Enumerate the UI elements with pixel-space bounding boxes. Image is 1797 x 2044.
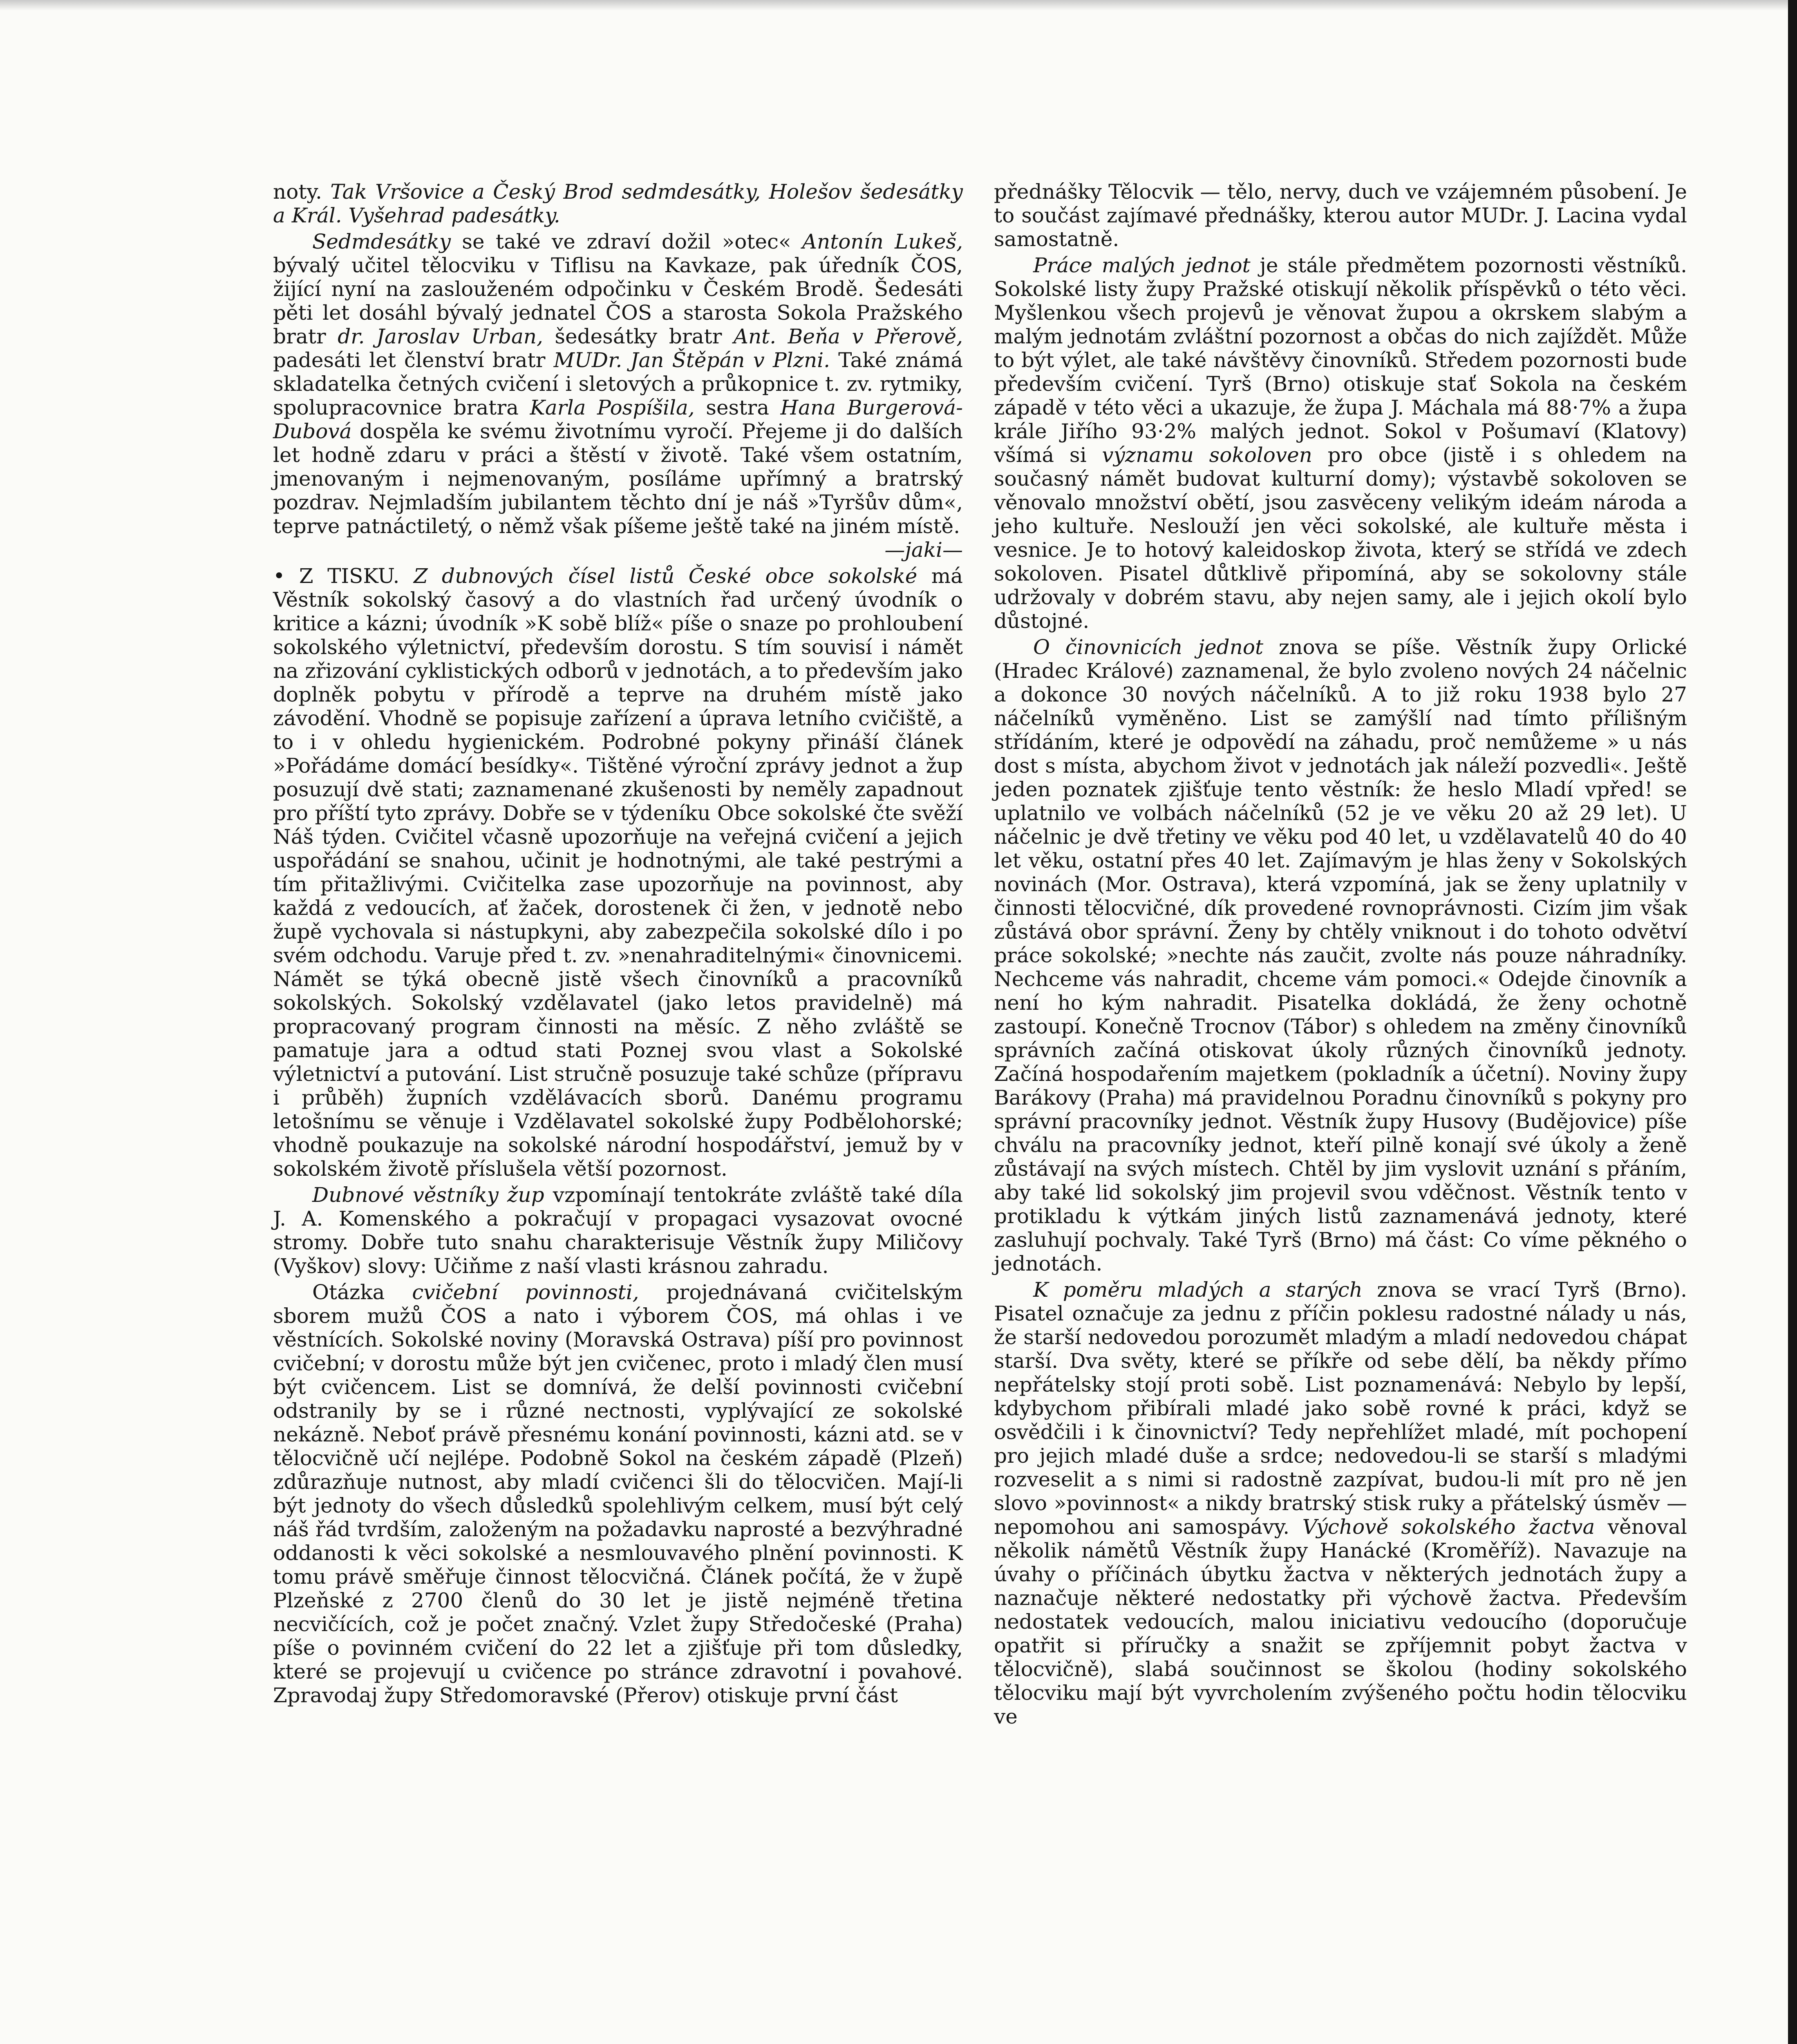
italic-run: významu sokoloven xyxy=(1102,443,1312,467)
paragraph xyxy=(273,1280,963,1707)
left-column xyxy=(273,180,963,1707)
italic-run: Tak Vršovice a Český Brod sedmdesátky, Holešov šedesátky a Král. Vyšehrad padesátky. xyxy=(273,180,963,227)
text-run: má Věstník sokolský časový a do vlastních řad určený úvodník o kritice a kázni; úvodník »K sobě blíž« píše o snaze po prohloubení sokolského výletnictví, především dorostu. S tím souvisí i námět na zřizování cyklistických odborů v jednotách, a to především jako doplněk pobytu v přírodě a teprve na druhém místě jako závodění. Vhodně se popisuje zařízení a úprava letního cvičiště, a to i v ohledu hygienickém. Podrobné pokyny přináší článek »Pořádáme domácí besídky«. Tištěné výroční zprávy jednot a žup posuzují dvě stati; zaznamenané zkušenosti by neměly zapadnout pro příští tyto zprávy. Dobře se v týdeníku Obce sokolské čte svěží Náš týden. Cvičitel včasně upozorňuje na veřejná cvičení a jejich uspořádání se snahou, učinit je hodnotnými, ale také pestrými a tím přitažlivými. Cvičitelka zase upozorňuje na povinnost, aby každá z vedoucích, ať žaček, dorostenek či žen, v jednotě nebo župě vychovala si nástupkyni, aby zabezpečila sokolské dílo i po svém odchodu. Varuje před t. zv. »nenahraditelnými« činovnicemi. Námět se týká obecně jistě všech činovníků a pracovníků sokolských. Sokolský vzdělavatel (jako letos pravidelně) má propracovaný program činnosti na měsíc. Z něho zvláště se pamatuje jara a odtud stati Poznej svou vlast a Sokolské výletnictví a putování. List stručně posuzuje také schůze (přípravu i průběh) župních vzdělávacích sborů. Danému programu letošnímu se věnuje i Vzdělavatel sokolské župy Podbělohorské; vhodně poukazuje na sokolské národní hospodářství, jemuž by v sokolském životě příslušela větší pozornost. xyxy=(273,564,963,1181)
italic-run: Práce malých jednot xyxy=(1033,253,1251,277)
paragraph xyxy=(994,635,1687,1275)
text-run: se také ve zdraví dožil »otec« xyxy=(450,230,802,253)
text-run: Také známá skladatelka četných cvičení i sletových a průkopnice t. zv. rytmiky, spolupracovnice bratra xyxy=(273,348,963,419)
italic-run: Z dubnových čísel listů České obce sokolské xyxy=(413,564,918,588)
scan-edge-top xyxy=(0,0,1797,11)
paragraph xyxy=(994,1278,1687,1728)
italic-run: Hana Burgerová-Dubová xyxy=(273,396,963,443)
paragraph xyxy=(273,230,963,538)
italic-run: Antonín Lukeš, xyxy=(802,230,963,253)
italic-run: Ant. Beňa v Přerově, xyxy=(733,325,963,348)
text-run: • Z TISKU. xyxy=(273,564,414,588)
italic-run: Sedmdesátky xyxy=(312,230,451,253)
text-run: projednávaná cvičitelským sborem mužů ČOS a nato i výborem ČOS, má ohlas i ve věstnících. Sokolské noviny (Moravská Ostrava) píší pro povinnost cvičební; v dorostu může být jen cvičenec, proto i mladý člen musí být cvičencem. List se domnívá, že delší povinnosti cvičební odstranily by se i různé nectnosti, vyplývající ze sokolské nekázně. Neboť právě přesnému konání povinnosti, kázni atd. se v tělocvičně učí nejlépe. Podobně Sokol na českém západě (Plzeň) zdůrazňuje nutnost, aby mladí cvičenci šli do tělocvičen. Mají-li být jednoty do všech důsledků spolehlivým celkem, musí být celý náš řád tvrdším, založeným na požadavku naprosté a bezvýhradné oddanosti k věci sokolské a nesmlouvavého plnění povinnosti. K tomu právě směřuje činnost tělocvičná. Článek počítá, že v župě Plzeňské z 2700 členů do 30 let je jistě nejméně třetina necvičících, což je počet značný. Vzlet župy Středočeské (Praha) píše o povinném cvičení do 22 let a zjišťuje při tom důsledky, které se projevují u cvičence po stránce zdravotní i povahové. Zpravodaj župy Středomoravské (Přerov) otiskuje první část xyxy=(273,1280,963,1707)
scan-edge-right xyxy=(1788,0,1797,2044)
paragraph xyxy=(273,1183,963,1278)
text-run: věnoval několik námětů Věstník župy Hanácké (Kroměříž). Navazuje na úvahy o příčinách úbytku žactva v některých jednotách župy a naznačuje některé nedostatky při výchově žactva. Především nedostatek vedoucích, malou iniciativu vedoucího (doporučuje opatřit si příručky a snažit se zpříjemnit pobyt žactva v tělocvičně), slabá součinnost se školou (hodiny sokolského tělocviku mají být vyvrcholením zvýšeného počtu hodin tělocviku ve xyxy=(994,1515,1687,1728)
italic-run: Výchově sokolského žactva xyxy=(1302,1515,1595,1539)
text-run: šedesátky bratr xyxy=(543,325,734,348)
text-run: Otázka xyxy=(312,1280,412,1304)
text-run: padesáti let členství bratr xyxy=(273,348,554,372)
italic-run: K poměru mladých a starých xyxy=(1033,1278,1363,1302)
text-run: bývalý učitel tělocviku v Tiflisu na Kavkaze, pak úředník ČOS, žijící nyní na zaslouženém odpočinku v Českém Brodě. Šedesáti pěti let dosáhl bývalý jednatel ČOS a starosta Sokola Pražského bratr xyxy=(273,253,963,348)
italic-run: MUDr. Jan Štěpán v Plzni. xyxy=(553,348,830,372)
paragraph xyxy=(273,564,963,1181)
italic-run: cvičební povinnosti, xyxy=(412,1280,639,1304)
text-run: znova se vrací Tyrš (Brno). Pisatel označuje za jednu z příčin poklesu radostné nálady u nás, že starší nedovedou porozumět mladým a mladí nedovedou chápat starší. Dva světy, které se příkře od sebe dělí, ba někdy přímo nepřátelsky stojí proti sobě. List poznamenává: Nebylo by lepší, kdybychom přibírali mladé jako sobě rovné k práci, když se osvědčili i k činovnictví? Tedy nepřehlížet mladé, mít pochopení pro jejich mladé duše a srdce; nedovedou-li se starší s mladými rozveselit a s nimi si radostně zazpívat, budou-li mít pro ně jen slovo »povinnost« a nikdy bratrský stisk ruky a přátelský úsměv — nepomohou ani samospávy. xyxy=(994,1278,1687,1539)
text-run: vzpomínají tentokráte zvláště také díla J. A. Komenského a pokračují v propagaci vysazovat ovocné stromy. Dobře tuto snahu charakterisuje Věstník župy Miličovy (Vyškov) slovy: Učiňme z naší vlasti krásnou zahradu. xyxy=(273,1183,963,1278)
paragraph xyxy=(273,180,963,227)
text-run: dospěla ke svému životnímu vyročí. Přejeme ji do dalších let hodně zdaru v práci a štěstí v životě. Také všem ostatním, jmenovaným i nejmenovaným, posíláme upřímný a bratrský pozdrav. Nejmladším jubilantem těchto dní je náš »Tyršův dům«, teprve patnáctiletý, o němž však píšeme ještě také na jiném místě. xyxy=(273,419,963,538)
paragraph xyxy=(994,253,1687,633)
paragraph xyxy=(994,180,1687,251)
italic-run: Karla Pospíšila, xyxy=(530,396,695,419)
italic-run: O činovnicích jednot xyxy=(1033,635,1264,659)
text-run: znova se píše. Věstník župy Orlické (Hradec Králové) zaznamenal, že bylo zvoleno nových 24 náčelnic a dokonce 30 nových náčelníků. A to již roku 1938 bylo 27 náčelníků vyměněno. List se zamýšlí nad tímto přílišným střídáním, které je odpovědí na záhadu, proč nemůžeme » u nás dost s místa, abychom život v jednotách jak náleží pozvedli«. Ještě jeden poznatek zjišťuje tento věstník: že heslo Mladí vpřed! se uplatnilo ve volbách náčelníků (52 je ve věku 20 až 29 let). U náčelnic je dvě třetiny ve věku pod 40 let, u vzdělavatelů 40 do 40 let věku, ostatní přes 40 let. Zajímavým je hlas ženy v Sokolských novinách (Mor. Ostrava), která vzpomíná, jak se ženy uplatnily v činnosti tělocvičné, dík provedené rovnoprávnosti. Cizím jim však zůstává obor správní. Ženy by chtěly vniknout i do tohoto odvětví práce sokolské; »nechte nás zaučit, zvolte nás pouze náhradníky. Nechceme vás nahradit, chceme vám pomoci.« Odejde činovník a není ho kým nahradit. Pisatelka dokládá, že ženy ochotně zastoupí. Konečně Trocnov (Tábor) s ohledem na změny činovníků správních začíná otiskovat úkoly různých činovníků jednoty. Začíná hospodařením majetkem (pokladník a účetní). Noviny župy Barákovy (Praha) má pravidelnou Poradnu činovníků s pokyny pro správní pracovníky jednot. Věstník župy Husovy (Budějovice) píše chválu na pracovníky jednot, kteří pilně konají své úkoly a ženě zůstávají na svých místech. Chtěl by jim vyslovit uznání s přáním, aby také lid sokolský jim projevil svou vděčnost. Věstník tento v protikladu k výtkám jiných listů zaznamenává jednoty, které zasluhují pochvaly. Také Tyrš (Brno) má část: Co víme pěkného o jednotách. xyxy=(994,635,1687,1275)
paragraph xyxy=(273,538,963,562)
italic-run: dr. Jaroslav Urban, xyxy=(338,325,543,348)
italic-run: Dubnové věstníky žup xyxy=(312,1183,544,1207)
italic-run: —jaki— xyxy=(884,538,963,562)
right-column xyxy=(994,180,1687,1728)
text-run: je stále předmětem pozornosti věstníků. Sokolské listy župy Pražské otiskují několik příspěvků o této věci. Myšlenkou všech projevů je věnovat župou a okrskem slabým a malým jednotám zvláštní pozornost a občas do nich zajíždět. Může to být výlet, ale také návštěvy činovníků. Středem pozornosti bude především cvičení. Tyrš (Brno) otiskuje stať Sokola na českém západě v této věci a ukazuje, že župa J. Máchala má 88·7% a župa krále Jiřího 93·2% malých jednot. Sokol v Pošumaví (Klatovy) všímá si xyxy=(994,253,1687,467)
text-run: noty. xyxy=(273,180,331,204)
text-run: sestra xyxy=(694,396,781,419)
text-run: přednášky Tělocvik — tělo, nervy, duch ve vzájemném působení. Je to součást zajímavé přednášky, kterou autor MUDr. J. Lacina vydal samostatně. xyxy=(994,180,1687,251)
text-run: pro obce (jistě i s ohledem na současný námět budovat kulturní domy); výstavbě sokoloven se věnovalo množství obětí, jsou zasvěceny velikým ideám národa a jeho kultuře. Neslouží jen věci sokolské, ale kultuře města i vesnice. Je to hotový kaleidoskop života, který se střídá ve zdech sokoloven. Pisatel důtklivě připomíná, aby se sokolovny stále udržovaly v dobrém stavu, aby nejen samy, ale i jejich okolí bylo důstojné. xyxy=(994,443,1687,633)
